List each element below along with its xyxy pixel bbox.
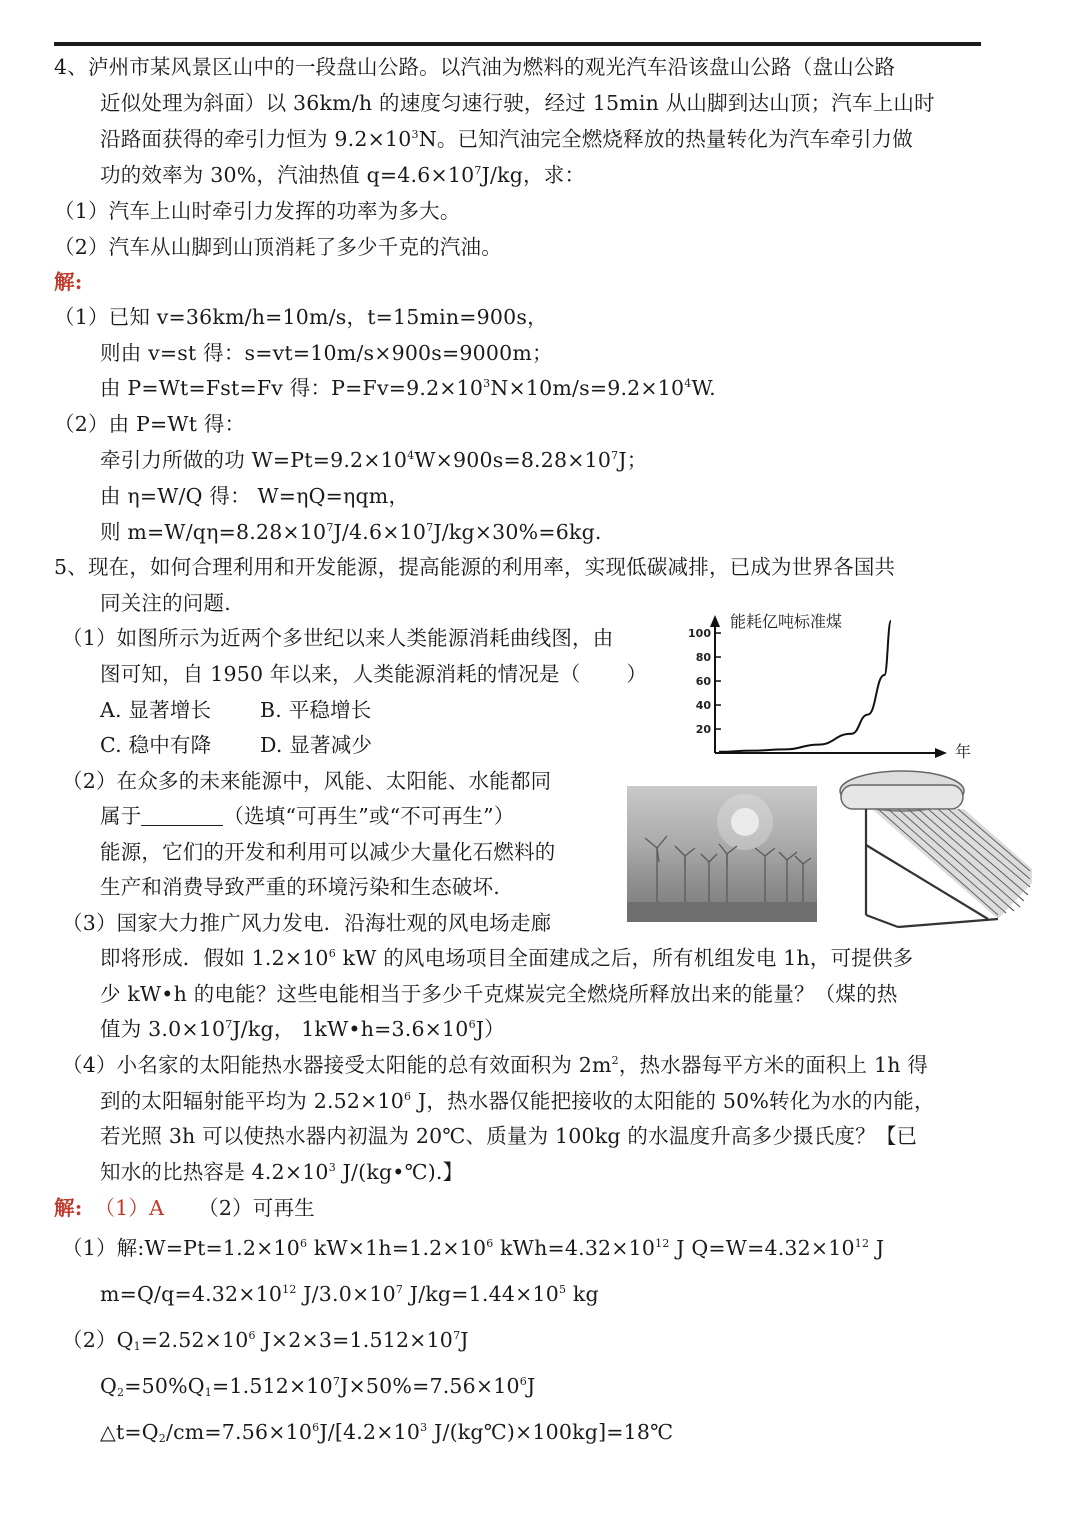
q4-sol-6: 由 η=W/Q 得： W=ηQ=ηqm， (100, 484, 410, 508)
q4-sol-3: 由 P=Wt=Fst=Fv 得：$P=Fv=9.2\times 10^3N\times 10m/s=9.2\times 10^4W$. (100, 376, 716, 400)
q5-sol-5: $\triangle t=Q_2/cm=7.56\times 10^6J/[4.2\times 10^3$ J/(kg℃)×100kg]=18℃ (100, 1420, 674, 1445)
q5-option-c: C. 稳中有降 (100, 733, 212, 757)
q5-p1-line-1: （1）如图所示为近两个多世纪以来人类能源消耗曲线图，由 (62, 626, 614, 650)
q5-solution-header: 解: （1）A （2）可再生 (54, 1196, 315, 1220)
q4-line-3: 沿路面获得的牵引力恒为 $9.2\times 10^3N$。已知汽油完全燃烧释放的热量转化为汽车牵引力做 (100, 127, 913, 151)
q4-line-4: 功的效率为 30%，汽油热值 $q=4.6\times 10^7J/kg$，求： (100, 163, 586, 187)
q5-p2-line-4: 生产和消费导致严重的环境污染和生态破坏. (100, 875, 501, 899)
chart-title: 能耗亿吨标准煤 (730, 612, 843, 631)
q5-p3-line-2: 即将形成．假如 $1.2\times 10^6$ kW 的风电场项目全面建成之后，所有机组发电 1h，可提供多 (100, 946, 914, 970)
y-tick-label: 100 (688, 627, 711, 640)
q4-sol-2: 则由 v=st 得：s=vt=10m/s×900s=9000m； (100, 341, 553, 365)
solar-water-heater-image (838, 765, 1033, 935)
q5-sol-2: $m=Q/q=4.32\times 10^{12}$ $J/3.0\times 10^7$ $J/kg=1.44\times 10^5$ kg (100, 1282, 599, 1306)
q5-option-a: A. 显著增长 (100, 698, 212, 722)
q5-line-1: 5、现在，如何合理利用和开发能源，提高能源的利用率，实现低碳减排，已成为世界各国共 (54, 555, 896, 579)
q5-p3-line-4: 值为 $3.0\times 10^7J/kg$， $1kW•h=3.6\times 10^6J$） (100, 1017, 505, 1041)
header-rule (54, 42, 981, 46)
q5-p2-line-1: （2）在众多的未来能源中，风能、太阳能、水能都同 (62, 769, 552, 793)
x-axis-arrow (935, 748, 947, 758)
answer-blank[interactable] (141, 805, 223, 826)
q5-p1-line-2: 图可知，自 1950 年以来，人类能源消耗的情况是（ ） (100, 662, 648, 686)
q5-p4-line-1: （4）小名家的太阳能热水器接受太阳能的总有效面积为 $2m^2$，热水器每平方米的面积上 1h 得 (62, 1053, 929, 1077)
y-tick-label: 40 (695, 699, 711, 712)
q5-line-2: 同关注的问题. (100, 591, 231, 615)
q4-line-1: 4、泸州市某风景区山中的一段盘山公路。以汽油为燃料的观光汽车沿该盘山公路（盘山公路 (54, 55, 896, 79)
y-tick-label: 60 (695, 675, 711, 688)
q4-part-1: （1）汽车上山时牵引力发挥的功率为多大。 (54, 199, 461, 223)
y-axis-arrow (710, 615, 720, 627)
q4-sol-7: 则 $m=W/q\eta=8.28\times 10^7J/4.6\times 10^7J/kg\times 30\%=6kg$. (100, 520, 602, 544)
q5-p2-line-3: 能源，它们的开发和利用可以减少大量化石燃料的 (100, 840, 556, 864)
q4-sol-4: （2）由 P=Wt 得： (54, 412, 246, 436)
q5-p2-line-2: 属于 （选填“可再生”或“不可再生”） (100, 804, 515, 828)
y-tick-label: 20 (695, 723, 711, 736)
y-tick-label: 80 (695, 651, 711, 664)
q4-sol-5: 牵引力所做的功 $W=Pt=9.2\times 10^4W\times 900s=8.28\times 10^7J$； (100, 448, 648, 472)
energy-consumption-chart (685, 605, 975, 765)
q4-solution-label: 解: (54, 270, 83, 294)
energy-curve (719, 621, 891, 752)
q5-p4-line-4: 知水的比热容是 $4.2\times 10^3$ J/(kg•℃).】 (100, 1160, 464, 1184)
q4-line-2: 近似处理为斜面）以 36km/h 的速度匀速行驶，经过 15min 从山脚到达山顶；汽车上山时 (100, 91, 935, 115)
q4-part-2: （2）汽车从山脚到山顶消耗了多少千克的汽油。 (54, 235, 502, 259)
q4-sol-1: （1）已知 v=36km/h=10m/s，t=15min=900s， (54, 305, 548, 329)
q5-p3-line-3: 少 kW•h 的电能？这些电能相当于多少千克煤炭完全燃烧所释放出来的能量？（煤的热 (100, 982, 898, 1006)
q5-p3-line-1: （3）国家大力推广风力发电．沿海壮观的风电场走廊 (62, 911, 552, 935)
q5-p4-line-3: 若光照 3h 可以使热水器内初温为 20℃、质量为 100kg 的水温度升高多少摄氏度？【已 (100, 1124, 918, 1148)
q5-sol-4: $Q_2=50\%Q_1=1.512\times 10^7J\times 50\%=7.56\times 10^6J$ (100, 1374, 536, 1399)
q5-option-d: D. 显著减少 (260, 733, 373, 757)
q5-p4-line-2: 到的太阳辐射能平均为 $2.52\times 10^6$ J，热水器仅能把接收的太阳能的 50%转化为水的内能， (100, 1089, 935, 1113)
wind-farm-photo (627, 786, 817, 922)
chart-x-label: 年 (955, 742, 972, 761)
q5-sol-3: $(2)Q_1=2.52\times 10^6$ $J\times 2\times 3=1.512\times 10^7J$ (62, 1328, 469, 1353)
q5-option-b: B. 平稳增长 (260, 698, 372, 722)
q5-sol-1: （1）解$:W=Pt=1.2\times 10^6$ $kW\times 1h=1.2\times 10^6$ $kWh=4.32\times 10^{12}$ J $Q=W=4.32\times 10^{12}$ J (62, 1236, 885, 1260)
